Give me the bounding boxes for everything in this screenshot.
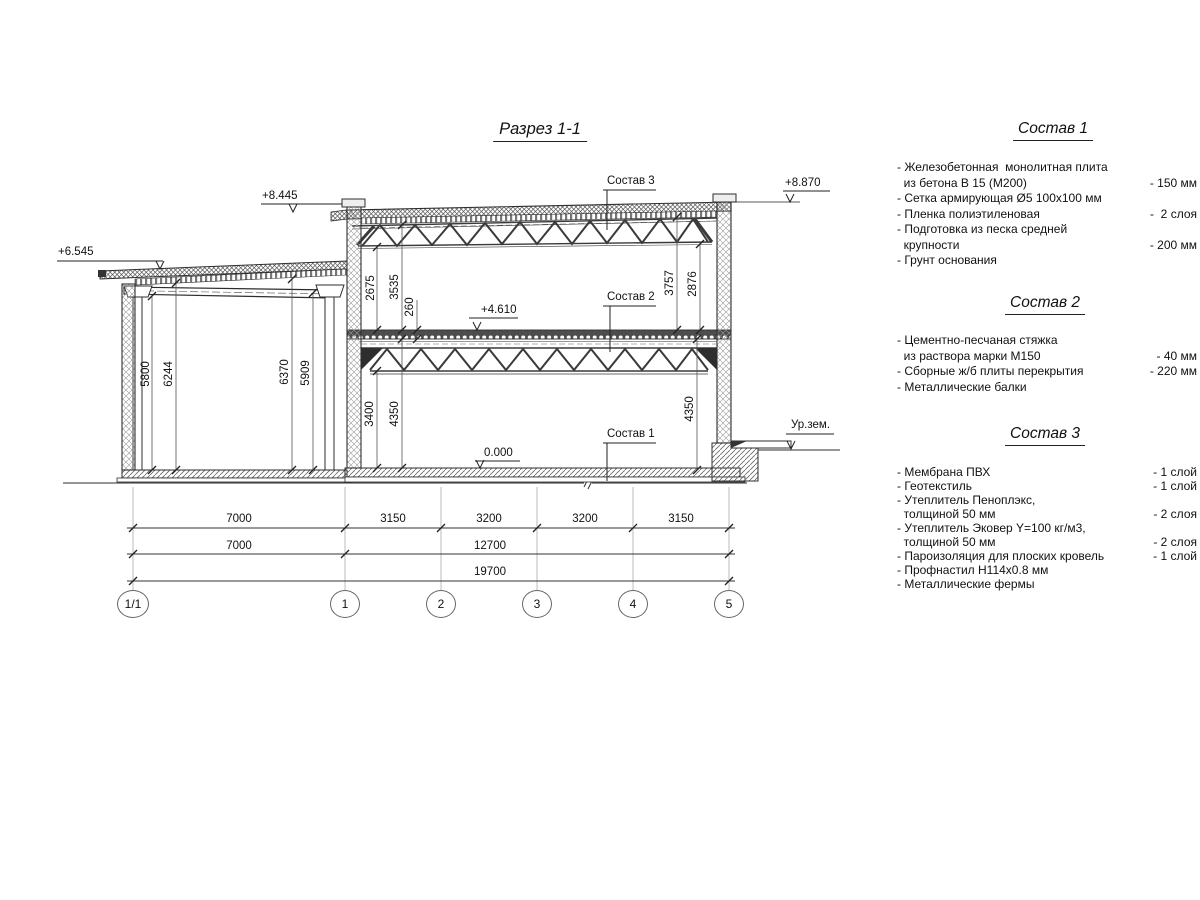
dim-5909: 5909 <box>300 360 312 386</box>
spec-item-text: - Пароизоляция для плоских кровель <box>897 549 1105 563</box>
spec-item-text: - Пленка полиэтиленовая <box>897 206 1040 221</box>
spec-item-text: толщиной 50 мм <box>897 507 996 521</box>
spec-row <box>897 238 1197 254</box>
elevation-annex-roof: +6.545 <box>58 246 94 258</box>
spec-item-text: - Металлические фермы <box>897 577 1035 591</box>
dim-3757: 3757 <box>664 270 676 296</box>
spec-row <box>897 549 1197 563</box>
spec-item-text: - Грунт основания <box>897 253 997 267</box>
spec-item-text: - Сборные ж/б плиты перекрытия <box>897 364 1084 378</box>
spec-row <box>897 333 1197 349</box>
leader-sostav-2: Состав 2 <box>607 291 655 303</box>
spec-row <box>897 577 1197 591</box>
spec-item-value: - 1 слой <box>1153 549 1197 563</box>
leader-sostav-1: Состав 1 <box>607 428 655 440</box>
spec-row <box>897 253 1197 269</box>
spec-row <box>897 364 1197 380</box>
spec-1-list <box>897 160 1197 269</box>
spec-2-list <box>897 333 1197 395</box>
ground-level-label: Ур.зем. <box>791 419 831 431</box>
spec-item-value: - 2 слоя <box>1153 535 1197 549</box>
dim-5800: 5800 <box>140 361 152 387</box>
dim-4350-left: 4350 <box>389 401 401 427</box>
spec-row <box>897 191 1197 207</box>
dim-6244: 6244 <box>163 361 175 387</box>
spec-item-text: - Железобетонная монолитная плита <box>897 160 1108 174</box>
dim-7000-a: 7000 <box>226 513 252 525</box>
leader-sostav-3: Состав 3 <box>607 175 655 187</box>
spec-item-text: толщиной 50 мм <box>897 535 996 549</box>
axis-bubble-1: 1 <box>330 590 360 618</box>
spec-row <box>897 465 1197 479</box>
spec-item-text: - Профнастил Н114х0.8 мм <box>897 563 1049 577</box>
spec-item-text: из бетона В 15 (М200) <box>897 175 1027 190</box>
axis-bubble-2: 2 <box>426 590 456 618</box>
dim-3535: 3535 <box>389 274 401 300</box>
spec-item-value: - 2 слоя <box>1153 507 1197 521</box>
spec-row <box>897 349 1197 365</box>
spec-item-text: - Цементно-песчаная стяжка <box>897 333 1058 347</box>
spec-row <box>897 493 1197 507</box>
spec-item-value: - 1 слой <box>1153 465 1197 479</box>
spec-item-text: - Геотекстиль <box>897 479 972 493</box>
elevation-mid-floor: +4.610 <box>481 304 517 316</box>
dim-260: 260 <box>404 297 416 317</box>
spec-row <box>897 176 1197 192</box>
spec-item-text: - Сетка армирующая Ø5 100x100 мм <box>897 191 1102 205</box>
spec-item-value: - 200 мм <box>1149 237 1197 252</box>
axis-bubble-3: 3 <box>522 590 552 618</box>
spec-item-text: - Утеплитель Пеноплэкс, <box>897 493 1036 507</box>
spec-3-list <box>897 465 1197 591</box>
spec-item-text: - Утеплитель Эковер Y=100 кг/м3, <box>897 521 1086 535</box>
spec-item-text: - Металлические балки <box>897 379 1027 394</box>
dim-12700: 12700 <box>474 540 506 552</box>
spec-row <box>897 563 1197 577</box>
axis-bubble-1-1: 1/1 <box>117 590 149 618</box>
dim-19700: 19700 <box>474 566 506 578</box>
spec-row <box>897 507 1197 521</box>
dim-7000-b: 7000 <box>226 540 252 552</box>
main-structure <box>331 194 791 482</box>
elevation-main-roof-left: +8.445 <box>262 190 298 202</box>
axis-extension-lines <box>133 487 729 590</box>
spec-row <box>897 535 1197 549</box>
spec-row <box>897 160 1197 176</box>
dim-2876: 2876 <box>687 271 699 297</box>
dim-3150-b: 3150 <box>668 513 694 525</box>
spec-row <box>897 380 1197 396</box>
spec-item-value: - 1 слой <box>1153 479 1197 493</box>
spec-row <box>897 479 1197 493</box>
spec-row <box>897 207 1197 223</box>
dim-6370: 6370 <box>279 359 291 385</box>
spec-row <box>897 222 1197 238</box>
spec-item-text: - Мембрана ПВХ <box>897 465 991 479</box>
axis-bubble-5: 5 <box>714 590 744 618</box>
spec-item-text: крупности <box>897 237 960 252</box>
elevation-main-roof-right: +8.870 <box>785 177 821 189</box>
spec-3-title: Состав 3 <box>1005 425 1085 446</box>
dim-4350-right: 4350 <box>684 396 696 422</box>
spec-item-value: - 40 мм <box>1156 348 1197 363</box>
spec-item-value: - 150 мм <box>1149 175 1197 190</box>
spec-row <box>897 521 1197 535</box>
dim-3200-b: 3200 <box>572 513 598 525</box>
axis-bubble-4: 4 <box>618 590 648 618</box>
spec-1-title: Состав 1 <box>1013 120 1093 141</box>
dimension-rows <box>127 528 735 581</box>
floor-truss <box>361 348 717 374</box>
spec-2-title: Состав 2 <box>1005 294 1085 315</box>
dim-2675: 2675 <box>365 275 377 301</box>
dim-3150-a: 3150 <box>380 513 406 525</box>
elevation-ground-floor: 0.000 <box>484 447 513 459</box>
dim-3400: 3400 <box>364 401 376 427</box>
dim-3200-a: 3200 <box>476 513 502 525</box>
spec-item-text: из раствора марки М150 <box>897 348 1041 363</box>
spec-item-value: - 2 слоя <box>1150 206 1197 221</box>
drawing-title: Разрез 1-1 <box>493 120 587 142</box>
spec-item-value: - 220 мм <box>1149 364 1197 378</box>
spec-item-text: - Подготовка из песка средней <box>897 222 1068 236</box>
